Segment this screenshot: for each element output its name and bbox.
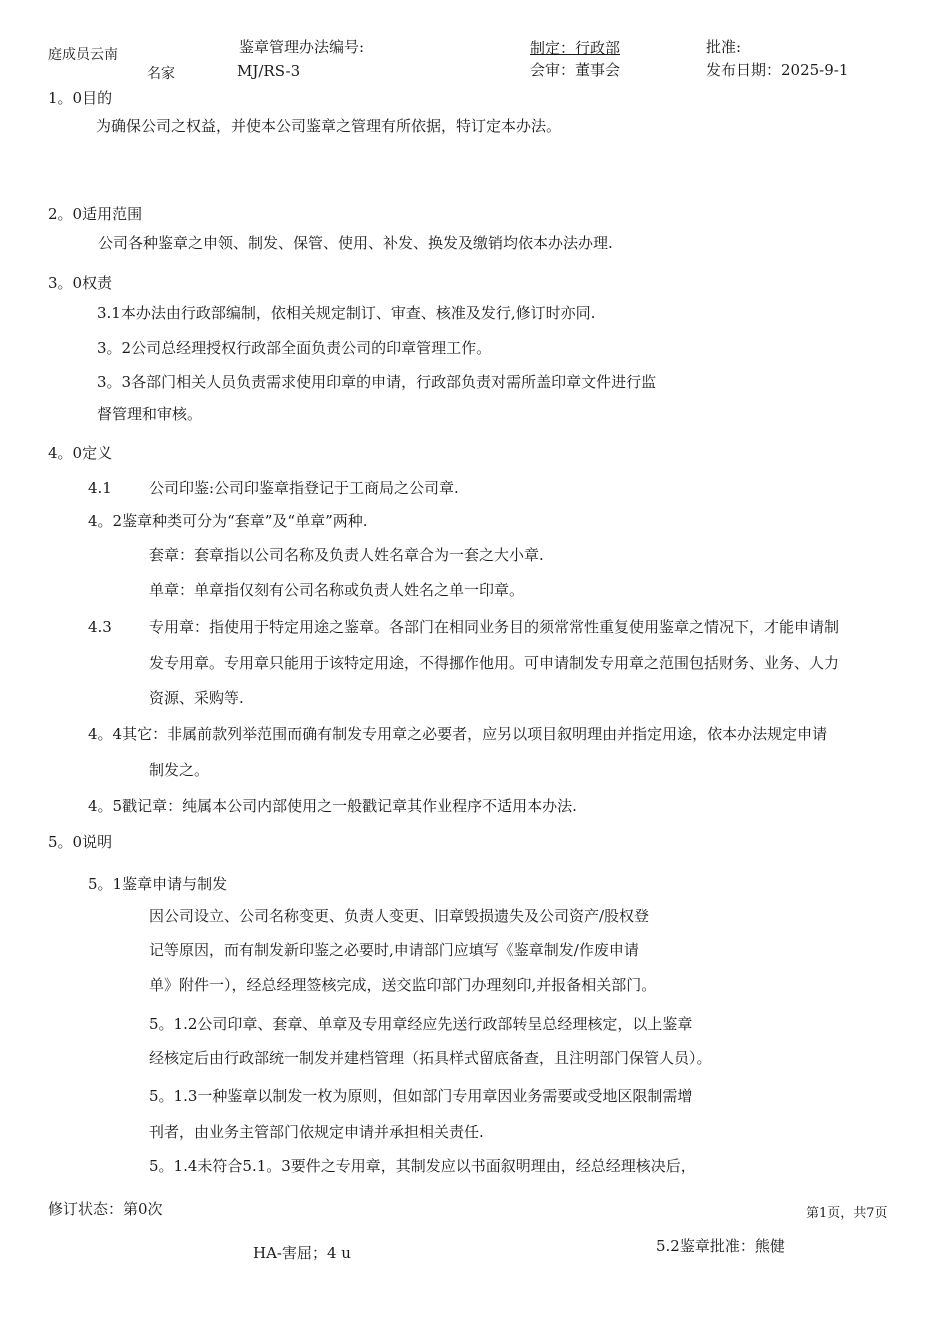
- section-3-para-3-line-1: 3。3各部门相关人员负责需求使用印章的申请，行政部负责对需所盖印章文件进行监: [97, 373, 657, 391]
- def-3-line-1: 专用章：指使用于特定用途之鉴章。各部门在相同业务目的须常常性重复使用鉴章之情况下，才能申请制: [149, 618, 840, 636]
- approved-by: 批准:: [706, 38, 742, 56]
- section-3-para-2: 3。2公司总经理授权行政部全面负责公司的印章管理工作。: [97, 339, 492, 357]
- publish-date: 发布日期：2025-9-1: [706, 61, 849, 79]
- def-3-number: 4.3: [88, 618, 112, 636]
- def-4-line-2: 制发之。: [149, 761, 210, 779]
- doc-code: MJ/RS-3: [237, 62, 301, 80]
- company-name-line1: 庭成员云南: [48, 47, 118, 63]
- def-3-line-3: 资源、采购等.: [149, 689, 244, 707]
- section-5-1-2-line-2: 经核定后由行政部统一制发并建档管理（拓具样式留底备查，且注明部门保管人员）。: [149, 1049, 712, 1067]
- section-5-1-3-line-2: 刊者，由业务主管部门依规定申请并承担相关责任.: [149, 1123, 484, 1141]
- reviewed-by: 会审：董事会: [530, 61, 621, 79]
- def-1-text: 公司印鉴:公司印鉴章指登记于工商局之公司章.: [149, 479, 459, 497]
- doc-title: 鉴章管理办法编号:: [239, 38, 365, 56]
- section-2-title: 2。0适用范围: [48, 205, 143, 223]
- def-1-number: 4.1: [88, 479, 112, 497]
- section-3-para-1: 3.1本办法由行政部编制，依相关规定制订、审查、核准及发行,修订时亦同.: [97, 304, 596, 322]
- def-2-text: 4。2鉴章种类可分为“套章”及“单章”两种.: [88, 512, 368, 530]
- revision-status: 修订状态：第0次: [48, 1200, 163, 1218]
- def-3-line-2: 发专用章。专用章只能用于该特定用途，不得挪作他用。可申请制发专用章之范围包括财务、业务、人力: [149, 654, 840, 672]
- section-5-1-1-line-1: 因公司设立、公司名称变更、负责人变更、旧章毁损遗失及公司资产/股权登: [149, 907, 650, 925]
- section-5-title: 5。0说明: [48, 833, 113, 851]
- def-4-line-1: 4。4其它：非属前款列举范围而确有制发专用章之必要者，应另以项目叙明理由并指定用途，依本办法规定申请: [88, 725, 828, 743]
- company-name-line2: 名家: [147, 66, 175, 82]
- section-4-title: 4。0定义: [48, 444, 113, 462]
- section-5-1-1-line-2: 记等原因，而有制发新印鉴之必要时,申请部门应填写《鉴章制发/作废申请: [149, 941, 639, 959]
- made-by: 制定：行政部: [530, 39, 621, 57]
- def-2-set-seal: 套章：套章指以公司名称及负责人姓名章合为一套之大小章.: [149, 546, 544, 564]
- section-5-1-4-line-1: 5。1.4未符合5.1。3要件之专用章，其制发应以书面叙明理由，经总经理核决后，: [149, 1157, 696, 1175]
- section-1-text: 为确保公司之权益，并使本公司鉴章之管理有所依据，特订定本办法。: [96, 117, 562, 135]
- section-5-1-1-line-3: 单》附件一），经总经理签核完成，送交监印部门办理刻印,并报备相关部门。: [149, 976, 657, 994]
- section-2-text: 公司各种鉴章之申领、制发、保管、使用、补发、换发及缴销均依本办法办理.: [98, 234, 613, 252]
- page-number: 第1页，共7页: [806, 1206, 888, 1221]
- section-3-para-3-line-2: 督管理和审核。: [97, 405, 203, 423]
- def-2-single-seal: 单章：单章指仅刻有公司名称或负责人姓名之单一印章。: [149, 581, 525, 599]
- section-3-title: 3。0权责: [48, 274, 113, 292]
- section-5-1-3-line-1: 5。1.3一种鉴章以制发一枚为原则，但如部门专用章因业务需要或受地区限制需增: [149, 1087, 693, 1105]
- next-section-heading: 5.2鉴章批准：熊健: [656, 1237, 785, 1255]
- section-5-1-title: 5。1鉴章申请与制发: [88, 875, 228, 893]
- section-1-title: 1。0目的: [48, 89, 113, 107]
- def-5-text: 4。5戳记章：纯属本公司内部使用之一般戳记章其作业程序不适用本办法.: [88, 797, 577, 815]
- stray-text: HA-害屈；4 u: [253, 1244, 351, 1262]
- section-5-1-2-line-1: 5。1.2公司印章、套章、单章及专用章经应先送行政部转呈总经理核定，以上鉴章: [149, 1015, 693, 1033]
